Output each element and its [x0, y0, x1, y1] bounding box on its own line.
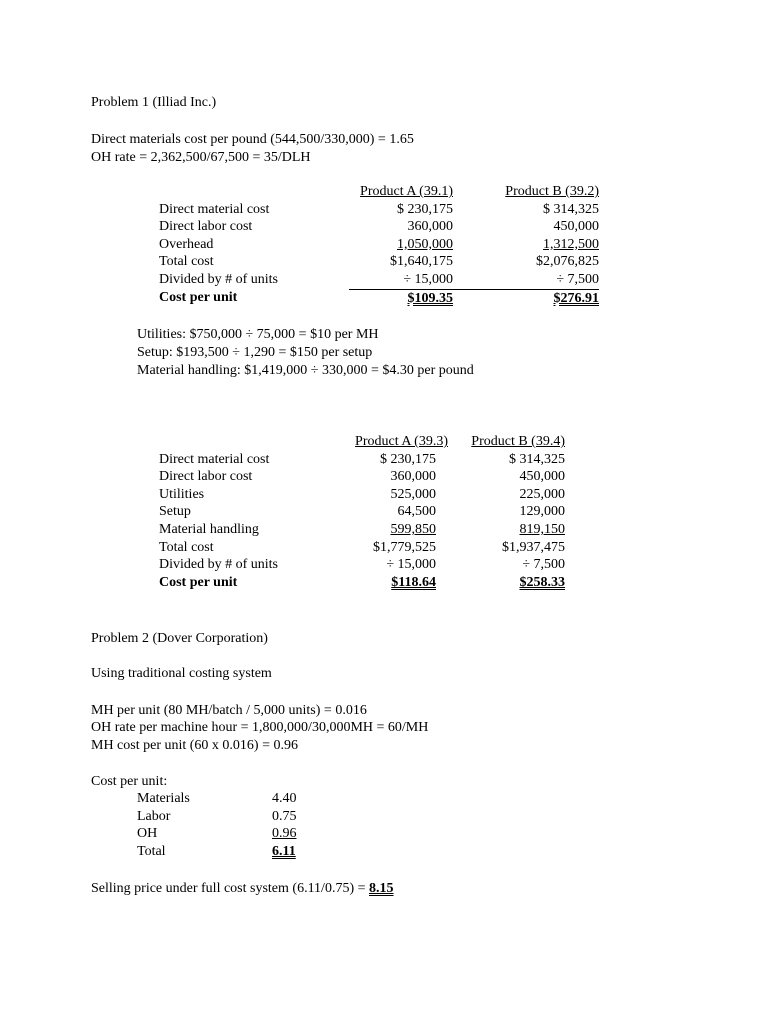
- table-header-row: [159, 433, 565, 451]
- product-b-value: ÷ 7,500: [522, 557, 565, 573]
- table-row: [159, 201, 599, 219]
- table-row: [159, 289, 599, 307]
- table-row: [159, 539, 565, 557]
- product-a-value: 360,000: [407, 219, 453, 235]
- oh-rate-mh-line: OH rate per machine hour = 1,800,000/30,000MH = 60/MH: [91, 720, 429, 735]
- cost-per-unit-heading: Cost per unit:: [91, 774, 168, 789]
- table-row: [159, 574, 565, 592]
- product-b-value: 1,312,500: [543, 236, 599, 252]
- row-label: Labor: [137, 808, 171, 824]
- table-row: [137, 825, 297, 843]
- product-a-value: $ 230,175: [380, 451, 436, 467]
- table-row: [159, 236, 599, 254]
- product-b-value: ÷ 7,500: [453, 271, 599, 289]
- row-label: Setup: [159, 504, 191, 520]
- row-value: 4.40: [272, 791, 297, 806]
- mh-per-unit-line: MH per unit (80 MH/batch / 5,000 units) = 0.016: [91, 703, 367, 718]
- product-b-value: 819,150: [519, 521, 565, 537]
- row-label: Direct material cost: [159, 451, 270, 467]
- material-handling-rate-line: Material handling: $1,419,000 ÷ 330,000 = $4.30 per pound: [137, 363, 474, 378]
- selling-price-value: 8.15: [369, 881, 394, 896]
- table-row: [159, 218, 599, 236]
- product-b-value: $276.91: [553, 290, 599, 306]
- utilities-rate-line: Utilities: $750,000 ÷ 75,000 = $10 per MH: [137, 327, 379, 342]
- product-a-value: ÷ 15,000: [349, 271, 453, 289]
- problem-1-title: Problem 1 (Illiad Inc.): [91, 95, 217, 110]
- row-label: Direct labor cost: [159, 469, 253, 485]
- row-label: Divided by # of units: [159, 557, 278, 573]
- column-header-product-a: Product A (39.1): [360, 184, 453, 199]
- row-label: Utilities: [159, 486, 205, 502]
- row-value: 0.75: [272, 808, 297, 824]
- row-label: Total cost: [159, 539, 214, 555]
- table-row: [159, 486, 565, 504]
- product-a-value: 360,000: [390, 469, 436, 485]
- row-label: Total cost: [159, 254, 214, 270]
- product-b-value: $ 314,325: [543, 201, 599, 217]
- product-b-value: 225,000: [519, 486, 565, 502]
- product-a-value: 1,050,000: [397, 236, 453, 252]
- row-label: Material handling: [159, 521, 259, 537]
- product-a-value: $1,640,175: [390, 254, 453, 270]
- product-b-value: $ 314,325: [509, 451, 565, 467]
- product-a-value: $ 230,175: [397, 201, 453, 217]
- product-b-value: 450,000: [519, 469, 565, 485]
- table-row: [159, 253, 599, 271]
- direct-materials-rate-line: Direct materials cost per pound (544,500/330,000) = 1.65: [91, 132, 414, 147]
- row-label: Total: [137, 843, 166, 859]
- table-row: [159, 271, 599, 289]
- column-header-product-b: Product B (39.4): [471, 434, 565, 449]
- selling-price-text: Selling price under full cost system (6.11/0.75) =: [91, 881, 369, 896]
- row-label: OH: [137, 826, 158, 842]
- oh-rate-line: OH rate = 2,362,500/67,500 = 35/DLH: [91, 150, 311, 165]
- row-label: Cost per unit: [159, 574, 238, 590]
- row-label: Overhead: [159, 236, 214, 252]
- row-label: Direct material cost: [159, 201, 270, 217]
- row-value: 0.96: [272, 826, 297, 842]
- table-row: [159, 521, 565, 539]
- table-row: [159, 468, 565, 486]
- table-header-row: [159, 183, 599, 201]
- product-a-value: ÷ 15,000: [386, 557, 436, 573]
- product-b-value: 129,000: [519, 504, 565, 520]
- selling-price-line: [91, 880, 394, 898]
- product-a-value: $109.35: [407, 290, 453, 306]
- problem-2-subtitle: Using traditional costing system: [91, 666, 272, 681]
- product-b-value: 450,000: [553, 219, 599, 235]
- table-row: [159, 556, 565, 574]
- product-a-value: $1,779,525: [373, 539, 436, 555]
- cost-per-unit-table: [137, 790, 297, 860]
- cost-table-1: [159, 183, 599, 307]
- table-row: [137, 808, 297, 826]
- product-b-value: $258.33: [519, 574, 565, 590]
- row-value: 6.11: [272, 843, 296, 859]
- table-row: [137, 843, 297, 861]
- row-label: Materials: [137, 791, 190, 806]
- row-label: Cost per unit: [159, 290, 238, 306]
- problem-2-title: Problem 2 (Dover Corporation): [91, 631, 268, 646]
- product-a-value: $118.64: [391, 574, 436, 590]
- column-header-product-a: Product A (39.3): [355, 434, 448, 449]
- table-row: [159, 503, 565, 521]
- table-row: [137, 790, 297, 808]
- product-b-value: $2,076,825: [536, 254, 599, 270]
- product-b-value: $1,937,475: [502, 539, 565, 555]
- column-header-product-b: Product B (39.2): [505, 184, 599, 199]
- product-a-value: 64,500: [397, 504, 436, 520]
- setup-rate-line: Setup: $193,500 ÷ 1,290 = $150 per setup: [137, 345, 373, 360]
- cost-table-2: [159, 433, 565, 591]
- row-label: Divided by # of units: [159, 272, 278, 288]
- product-a-value: 525,000: [390, 486, 436, 502]
- product-a-value: 599,850: [390, 521, 436, 537]
- table-row: [159, 451, 565, 469]
- row-label: Direct labor cost: [159, 219, 253, 235]
- mh-cost-line: MH cost per unit (60 x 0.016) = 0.96: [91, 738, 298, 753]
